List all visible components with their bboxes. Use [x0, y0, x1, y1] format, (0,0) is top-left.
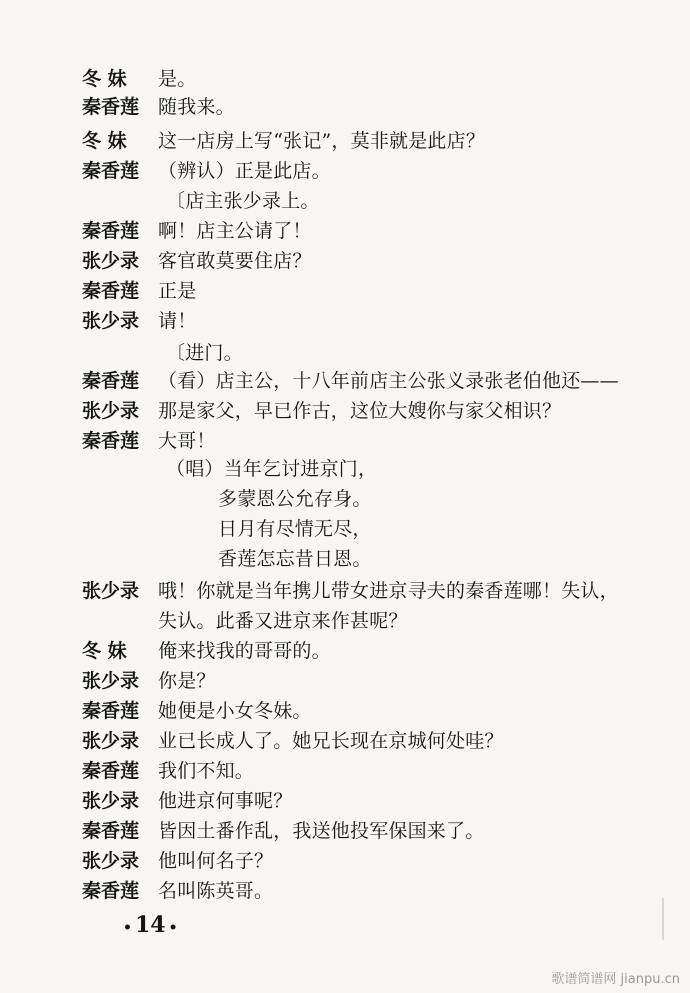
sung-verse: 香莲怎忘昔日恩。: [218, 548, 372, 570]
script-line: [0, 306, 690, 336]
script-line: [0, 126, 690, 156]
page-edge-shadow: [662, 898, 664, 940]
speaker-name: 秦香莲: [82, 220, 140, 242]
speaker-name: 张少录: [82, 400, 140, 422]
script-line: [0, 366, 690, 396]
speaker-name: 秦香莲: [82, 96, 140, 118]
dialogue-text: 失认。此番又进京来作甚呢？: [158, 610, 408, 632]
script-line: [0, 514, 690, 544]
script-line: [0, 816, 690, 846]
speaker-name: 秦香莲: [82, 880, 140, 902]
stage-direction: 〔进门。: [166, 342, 243, 364]
script-line: [0, 846, 690, 876]
dialogue-text: 你是？: [158, 670, 216, 692]
script-line: [0, 484, 690, 514]
dialogue-text: 随我来。: [158, 96, 235, 118]
script-line: [0, 726, 690, 756]
speaker-name: 秦香莲: [82, 430, 140, 452]
dialogue-text: 大哥！: [158, 430, 216, 452]
dialogue-text: 啊！店主公请了！: [158, 220, 312, 242]
dialogue-text: 我们不知。: [158, 760, 255, 782]
dialogue-text: 客官敢莫要住店？: [158, 250, 312, 272]
script-line: [0, 186, 690, 216]
dialogue-text: （看）店主公，十八年前店主公张义录张老伯他还——: [158, 370, 619, 392]
speaker-name: 张少录: [82, 310, 140, 332]
script-line: [0, 276, 690, 306]
script-line: [0, 696, 690, 726]
dialogue-text: 哦！你就是当年携儿带女进京寻夫的秦香莲哪！失认，: [158, 580, 619, 602]
dialogue-text: 他进京何事呢？: [158, 790, 293, 812]
script-line: [0, 876, 690, 906]
speaker-name: 张少录: [82, 790, 140, 812]
speaker-name: 张少录: [82, 730, 140, 752]
dialogue-text: 名叫陈英哥。: [158, 880, 274, 902]
script-line: [0, 454, 690, 484]
speaker-name: 张少录: [82, 850, 140, 872]
script-line: [0, 246, 690, 276]
dialogue-text: 请！: [158, 310, 197, 332]
script-line: [0, 92, 690, 122]
speaker-name: 秦香莲: [82, 370, 140, 392]
speaker-name: 张少录: [82, 250, 140, 272]
script-line: [0, 786, 690, 816]
script-line: [0, 544, 690, 574]
script-line: [0, 576, 690, 606]
watermark: 歌谱简谱网 jianpu.cn: [551, 972, 680, 987]
dialogue-text: 是。: [158, 68, 197, 90]
speaker-name: 冬 妹: [82, 68, 127, 90]
speaker-name: 张少录: [82, 670, 140, 692]
sung-verse: 日月有尽情无尽，: [218, 518, 372, 540]
sung-verse: 多蒙恩公允存身。: [218, 488, 372, 510]
script-line: [0, 216, 690, 246]
stage-direction: 〔店主张少录上。: [166, 190, 320, 212]
script-line: [0, 606, 690, 636]
script-line: [0, 426, 690, 456]
script-line: [0, 64, 690, 94]
speaker-name: 秦香莲: [82, 160, 140, 182]
speaker-name: 冬 妹: [82, 640, 127, 662]
speaker-name: 张少录: [82, 580, 140, 602]
dialogue-text: 那是家父，早已作古，这位大嫂你与家父相识？: [158, 400, 562, 422]
dialogue-text: （辨认）正是此店。: [158, 160, 331, 182]
dialogue-text: 业已长成人了。她兄长现在京城何处哇？: [158, 730, 504, 752]
speaker-name: 秦香莲: [82, 700, 140, 722]
script-line: [0, 396, 690, 426]
page-number: • 14 •: [120, 912, 181, 938]
dialogue-text: 他叫何名子？: [158, 850, 274, 872]
script-line: [0, 756, 690, 786]
dialogue-text: 这一店房上写“张记”，莫非就是此店？: [158, 130, 486, 152]
speaker-name: 秦香莲: [82, 760, 140, 782]
dialogue-text: 她便是小女冬妹。: [158, 700, 312, 722]
dialogue-text: 正是: [158, 280, 197, 302]
stage-direction: （唱）当年乞讨进京门，: [166, 458, 378, 480]
dialogue-text: 俺来找我的哥哥的。: [158, 640, 331, 662]
speaker-name: 冬 妹: [82, 130, 127, 152]
dialogue-text: 皆因土番作乱，我送他投军保国来了。: [158, 820, 485, 842]
script-line: [0, 156, 690, 186]
script-line: [0, 636, 690, 666]
script-line: [0, 338, 690, 368]
speaker-name: 秦香莲: [82, 820, 140, 842]
script-line: [0, 666, 690, 696]
speaker-name: 秦香莲: [82, 280, 140, 302]
